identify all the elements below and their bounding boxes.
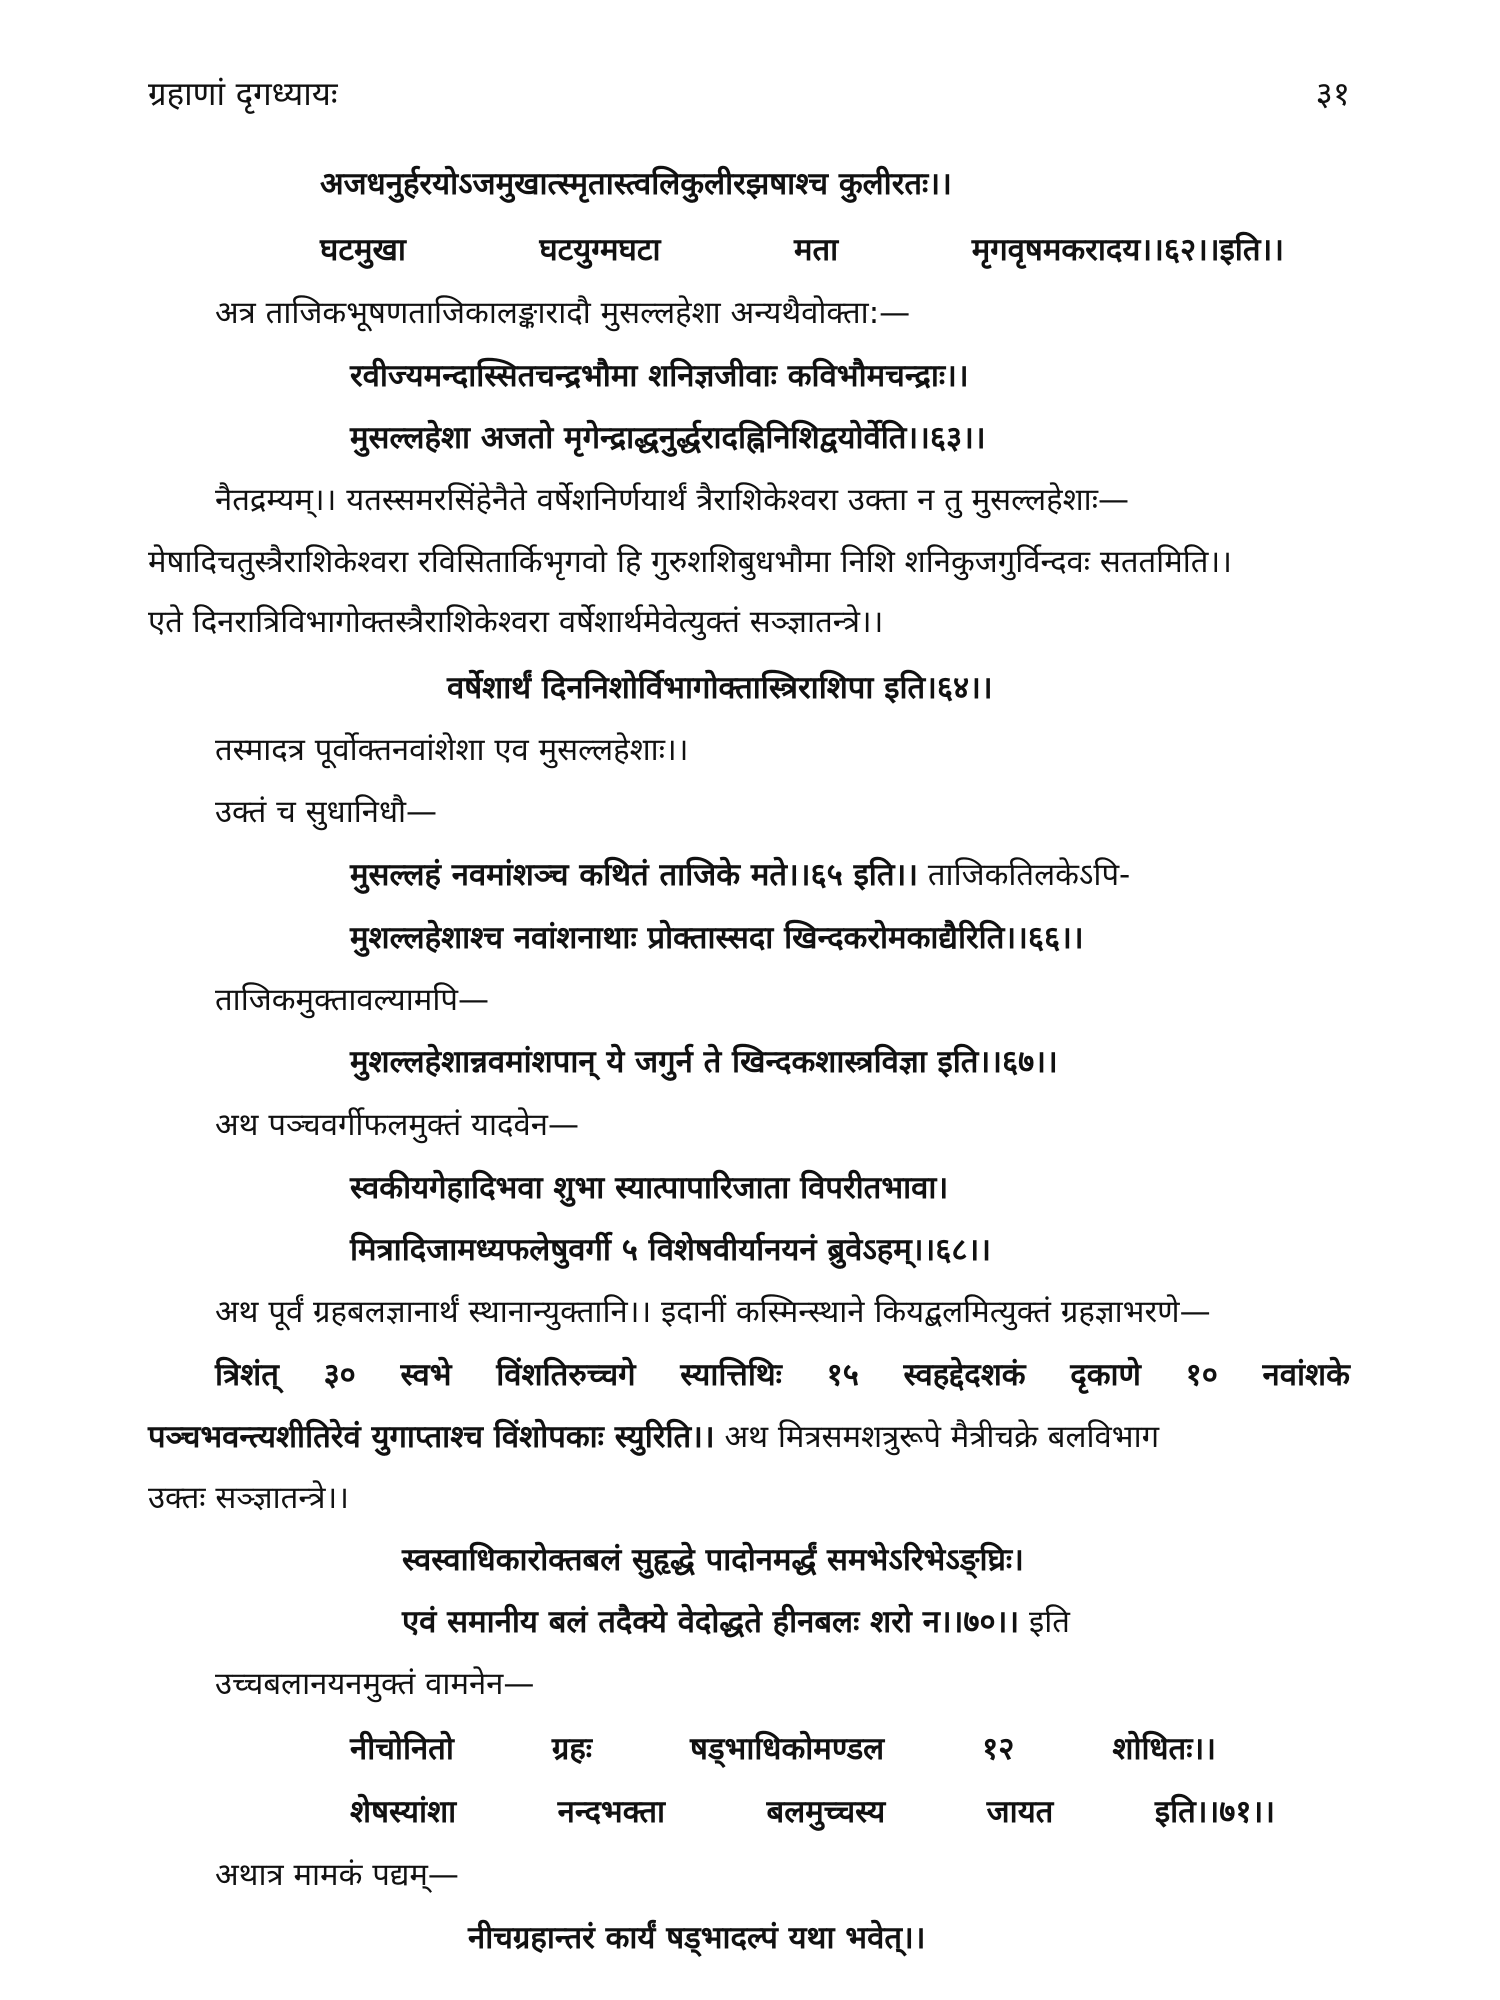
- verse-line: मित्रादिजामध्यफलेषुवर्गी ५ विशेषवीर्यानयनं ब्रुवेऽहम्।।६८।।: [350, 1232, 992, 1268]
- prose-text: इति: [1019, 1604, 1070, 1640]
- verse-line: [350, 1727, 1216, 1771]
- prose-line: उक्तं च सुधानिधौ—: [215, 794, 438, 830]
- verse-word: जायत: [986, 1794, 1054, 1830]
- verse-line: अजधनुर्हरयोऽजमुखात्स्मृतास्त्वलिकुलीरझषाश्च कुलीरतः।।: [320, 166, 952, 202]
- prose-line: तस्मादत्र पूर्वोक्तनवांशेशा एव मुसल्लहेशाः।।: [215, 732, 689, 768]
- verse-word: दृकाणे: [1070, 1357, 1141, 1393]
- verse-word: ३०: [323, 1357, 356, 1393]
- verse-word: मता: [793, 232, 839, 268]
- verse-line: स्वस्वाधिकारोक्तबलं सुहृद्धे पादोनमर्द्धं समभेऽरिभेऽङ्घ्रिः।: [402, 1542, 1024, 1578]
- verse-word: नन्दभक्ता: [557, 1794, 666, 1830]
- verse-line: [215, 1353, 1350, 1397]
- verse-word: घटयुग्मघटा: [539, 232, 661, 268]
- verse-line: मुशल्लहेशान्नवमांशपान् ये जगुर्न ते खिन्दकशास्त्रविज्ञा इति।।६७।।: [350, 1044, 1058, 1080]
- verse-word: १२: [982, 1731, 1015, 1767]
- verse-line: मुसल्लहेशा अजतो मृगेन्द्राद्धनुर्द्धरादह्निनिशिद्वयोर्वेति।।६३।।: [350, 420, 986, 456]
- verse-word: मृगवृषमकरादय।।६२।।इति।।: [971, 232, 1284, 268]
- verse-word: १५: [826, 1357, 859, 1393]
- page-header: [148, 70, 1350, 120]
- mixed-line: [402, 1600, 1070, 1644]
- verse-line: [320, 228, 1284, 272]
- prose-line: मेषादिचतुस्त्रैराशिकेश्वरा रविसितार्किभृगवो हि गुरुशशिबुधभौमा निशि शनिकुजगुर्विन्दवः सततमिति।।: [148, 544, 1232, 580]
- prose-text: अथ मित्रसमशत्रुरूपे मैत्रीचक्रे बलविभाग: [714, 1419, 1160, 1455]
- prose-line: अथ पूर्वं ग्रहबलज्ञानार्थं स्थानान्युक्तानि।। इदानीं कस्मिन्स्थाने कियद्बलमित्युक्तं ग्रहज्ञाभरणे—: [215, 1294, 1211, 1330]
- verse-text: पञ्चभवन्त्यशीतिरेवं युगाप्ताश्च विंशोपकाः स्युरिति।।: [148, 1419, 715, 1455]
- prose-line: उच्चबलानयनमुक्तं वामनेन—: [215, 1666, 535, 1702]
- prose-line: उक्तः सञ्ज्ञातन्त्रे।।: [148, 1480, 350, 1516]
- verse-word: १०: [1185, 1357, 1218, 1393]
- prose-text: ताजिकतिलकेऽपि-: [918, 857, 1131, 893]
- prose-line: ताजिकमुक्तावल्यामपि—: [215, 982, 489, 1018]
- verse-word: शेषस्यांशा: [350, 1794, 457, 1830]
- page-number: ३१: [1315, 74, 1350, 113]
- verse-word: स्वहद्देदशकं: [903, 1357, 1026, 1393]
- verse-word: इति।।७१।।: [1154, 1794, 1275, 1830]
- verse-word: स्यात्तिथिः: [680, 1357, 782, 1393]
- verse-word: ग्रहः: [551, 1731, 593, 1767]
- verse-line: [350, 1790, 1275, 1834]
- prose-line: अत्र ताजिकभूषणताजिकालङ्कारादौ मुसल्लहेशा अन्यथैवोक्ता:—: [215, 295, 911, 331]
- verse-line: नीचग्रहान्तरं कार्यं षड्भादल्पं यथा भवेत्।।: [468, 1920, 926, 1956]
- verse-word: शोधितः।।: [1112, 1731, 1216, 1767]
- mixed-line: [350, 853, 1130, 897]
- verse-word: षड्भाधिकोमण्डल: [690, 1731, 885, 1767]
- prose-line: नैतद्रम्यम्।। यतस्समरसिंहेनैते वर्षेशनिर्णयार्थं त्रैराशिकेश्वरा उक्ता न तु मुसल्लहेशाः—: [215, 482, 1129, 518]
- prose-line: एते दिनरात्रिविभागोक्तस्त्रैराशिकेश्वरा वर्षेशार्थमेवेत्युक्तं सञ्ज्ञातन्त्रे।।: [148, 604, 884, 640]
- verse-line: वर्षेशार्थं दिननिशोर्विभागोक्तास्त्रिराशिपा इति।६४।।: [447, 670, 993, 706]
- verse-word: बलमुच्चस्य: [766, 1794, 886, 1830]
- verse-word: विंशतिरुच्चगे: [496, 1357, 636, 1393]
- verse-word: घटमुखा: [320, 232, 406, 268]
- verse-text: एवं समानीय बलं तदैक्ये वेदोद्धते हीनबलः शरो न।।७०।।: [402, 1604, 1020, 1640]
- verse-line: रवीज्यमन्दास्सितचन्द्रभौमा शनिज्ञजीवाः कविभौमचन्द्राः।।: [350, 358, 969, 394]
- verse-word: स्वभे: [400, 1357, 452, 1393]
- verse-line: स्वकीयगेहादिभवा शुभा स्यात्पापारिजाता विपरीतभावा।: [350, 1170, 949, 1206]
- verse-line: मुशल्लहेशाश्च नवांशनाथाः प्रोक्तास्सदा खिन्दकरोमकाद्यैरिति।।६६।।: [350, 920, 1084, 956]
- running-title: ग्रहाणां दृगध्यायः: [148, 74, 338, 113]
- verse-word: नवांशके: [1262, 1357, 1350, 1393]
- prose-line: अथ पञ्चवर्गीफलमुक्तं यादवेन—: [215, 1107, 579, 1143]
- verse-text: मुसल्लहं नवमांशञ्च कथितं ताजिके मते।।६५ इति।।: [350, 857, 919, 893]
- verse-word: त्रिशंत्: [215, 1357, 279, 1393]
- verse-word: नीचोनितो: [350, 1731, 454, 1767]
- prose-line: अथात्र मामकं पद्यम्—: [215, 1857, 459, 1893]
- mixed-line: [148, 1415, 1159, 1459]
